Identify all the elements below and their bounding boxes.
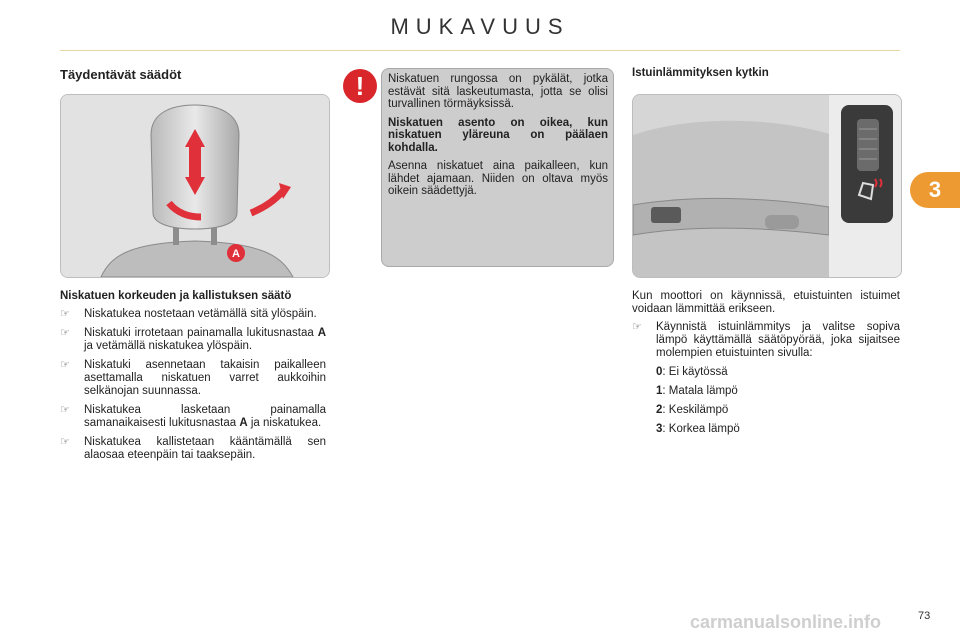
headrest-illustration — [60, 94, 330, 278]
pointer-icon: ☞ — [632, 321, 642, 333]
section-title: Täydentävät säädöt — [60, 67, 182, 82]
pointer-icon: ☞ — [60, 404, 70, 416]
list-item: ☞ Niskatuki irrotetaan painamalla lukitusnastaa A ja vetämällä niskatukea ylöspäin. — [60, 327, 326, 352]
pointer-icon: ☞ — [60, 436, 70, 448]
heat-level-0: 0: Ei käytössä — [656, 366, 728, 378]
pointer-icon: ☞ — [60, 327, 70, 339]
watermark: carmanualsonline.info — [690, 612, 882, 632]
heated-seat-illustration — [632, 94, 902, 278]
label-a: A — [232, 248, 240, 260]
list-item: ☞ Niskatukea kallistetaan kääntämällä sen alaosaa eteenpäin tai taaksepäin. — [60, 436, 326, 461]
exclamation-icon: ! — [343, 69, 377, 103]
seat-switch-drawing — [633, 95, 901, 277]
heated-seat-intro: Kun moottori on käynnissä, etuistuinten istuimet voidaan lämmittää erikseen. — [632, 290, 900, 315]
page-number: 73 — [918, 610, 931, 622]
header-rule — [60, 50, 900, 51]
pointer-icon: ☞ — [60, 308, 70, 320]
heat-level-2: 2: Keskilämpö — [656, 404, 729, 416]
page-header: MUKAVUUS — [390, 14, 570, 39]
pointer-icon: ☞ — [60, 359, 70, 371]
list-item: ☞ Niskatukea lasketaan painamalla samanaikaisesti lukitusnastaa A ja niskatukea. — [60, 404, 326, 429]
heat-level-1: 1: Matala lämpö — [656, 385, 738, 397]
heat-level-3: 3: Korkea lämpö — [656, 423, 740, 435]
right-column-text — [632, 290, 900, 442]
headrest-drawing — [61, 95, 329, 277]
list-item: ☞ Niskatukea nostetaan vetämällä sitä ylöspäin. — [60, 308, 317, 320]
list-item: ☞ Käynnistä istuinlämmitys ja valitse sopiva lämpö käyttämällä säätöpyörää, joka sijaitsee molempien etuistuinten sivulla: — [632, 321, 900, 359]
heat-dial[interactable] — [857, 119, 879, 171]
left-column-text — [60, 290, 326, 468]
chapter-tab: 3 — [910, 172, 960, 208]
adjustment-subheading: Niskatuen korkeuden ja kallistuksen säätö — [60, 290, 292, 302]
warning-text: Niskatuen rungossa on pykälät, jotka estävät sitä laskeutumasta, jotta se olisi turvallinen törmäyksissä. Niskatuen asento on oikea, kun niskatuen yläreuna on päälaen kohdalla. Asenna niskatuet aina paikalleen, kun lähdet ajamaan. Niiden on oltava myös oikein säädettyjä. — [388, 73, 608, 197]
list-item: ☞ Niskatuki asennetaan takaisin paikalleen asettamalla niskatuen varret aukkoihin selkänojan suunnassa. — [60, 359, 326, 397]
heated-seat-title: Istuinlämmityksen kytkin — [632, 67, 769, 79]
